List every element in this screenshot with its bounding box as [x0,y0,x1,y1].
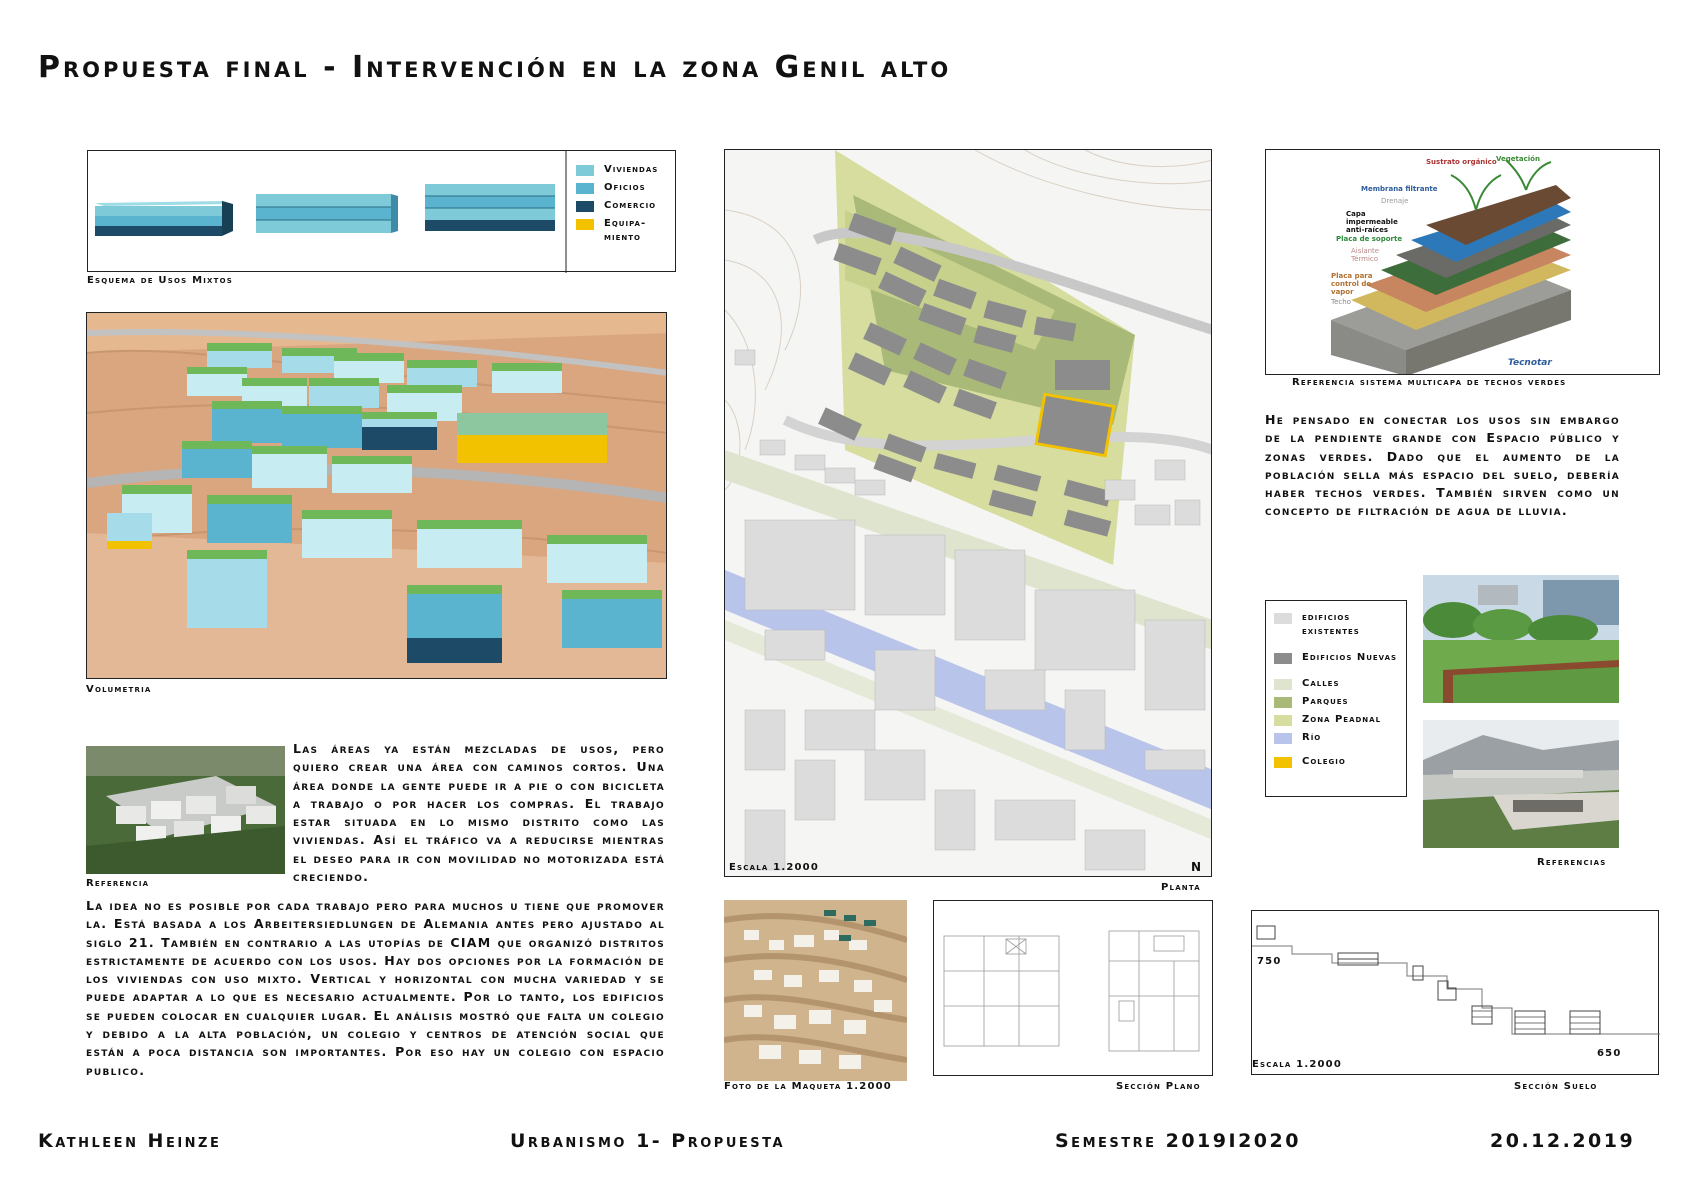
green-roof-label-aislante: Aislante Térmico [1351,247,1380,263]
swatch [1274,679,1292,690]
green-roof-layers [1266,150,1660,375]
seccion-suelo-caption: Sección Suelo [1514,1081,1598,1092]
section-label-650: 650 [1597,1048,1622,1059]
colegio-building [1036,394,1114,455]
mixed-use-block-1 [95,201,233,236]
swatch [1274,653,1292,664]
legend-zona-peadnal: Zona Peadnal [1274,713,1400,727]
green-roof-label-placa: Placa de soporte [1336,235,1403,243]
legend-edificios-nuevas: Edificios Nuevas [1274,651,1400,665]
seccion-plano [933,900,1213,1076]
site-plan-image [725,150,1212,877]
maqueta-photo [724,900,907,1081]
swatch [576,201,594,212]
north-arrow-icon: N [1191,860,1202,874]
main-paragraph: La idea no es posible por cada trabajo pero para muchos u tiene que promover la. Está basada a los Arbeitersiedlungen de Alemania antes pero ajustado al siglo 21. También en contrario a las utopías de CIAM que organizó distritos estrictamente de acuerdo con los usos. Hay dos opciones por la formación de los viviendas con uso mixto. Vertical y horizontal con mucha variedad y se puede adaptar a lo que es necesario actualmente. Por lo tanto, los edificios se pueden colocar en cualquier lugar. El análisis mostró que falta un colegio y debido a la alta población, un colegio y centros de atención social que están a poca distancia son importantes. Por eso hay un colegio con espacio publico. [86,898,665,1078]
mixed-use-caption: Esquema de Usos Mixtos [87,275,233,286]
legend-colegio: Colegio [1274,755,1400,769]
reference-image-1 [1423,575,1619,703]
section-scale: Escala 1.2000 [1252,1059,1342,1070]
referencia-image [86,746,285,874]
green-roof-label-capa: Capa impermeable anti-raíces [1346,210,1398,234]
legend-rio: Río [1274,731,1400,745]
reference-photo-1 [1423,575,1619,703]
mixed-use-block-3 [425,184,555,231]
reference-photo-2 [1423,720,1619,848]
swatch [1274,697,1292,708]
maqueta-caption: Foto de la Maqueta 1.2000 [724,1081,892,1092]
referencias-caption: Referencias [1537,857,1607,868]
referencia-caption: Referencia [86,878,150,889]
volumetria-render [86,312,667,679]
mixed-use-schema [87,150,676,272]
green-roof-label-sustrato: Sustrato orgánico [1426,158,1497,166]
tecnotar-logo: Tecnotar [1508,358,1552,368]
green-roof-label-membrana: Membrana filtrante [1361,185,1438,193]
green-roof-label-vapor: Placa para control de vapor [1331,272,1373,296]
green-roof-diagram [1265,149,1660,375]
site-plan [724,149,1212,877]
right-paragraph: He pensado en conectar los usos sin embargo de la pendiente grande con Espacio público y zonas verdes. Dado que el aumento de la población sella más espacio del suelo, debería haber techos verdes. También sirven como un concepto de filtración de agua de lluvia. [1265,412,1620,519]
footer-course: Urbanismo 1- Propuesta [510,1130,786,1152]
swatch [1274,757,1292,768]
swatch [576,183,594,194]
swatch [1274,715,1292,726]
swatch [1274,613,1292,624]
legend-equipamiento: Equipa- miento [576,217,676,245]
mixed-use-legend [576,163,676,249]
green-roof-caption: Referencia sistema multicapa de techos verdes [1292,377,1567,388]
seccion-plano-drawing [934,901,1214,1077]
section-label-750: 750 [1257,956,1282,967]
footer-semester: Semestre 2019I2020 [1055,1130,1301,1152]
mixed-use-block-2 [256,194,398,233]
plan-caption: Planta [1161,882,1201,893]
legend-edificios-existentes: edificios existentes [1274,611,1400,639]
legend-parques: Parques [1274,695,1400,709]
reference-image-2 [1423,720,1619,848]
seccion-plano-caption: Sección Plano [1116,1081,1201,1092]
green-roof-label-vegetacion: Vegetación [1496,155,1540,163]
footer-date: 20.12.2019 [1490,1130,1636,1152]
seccion-suelo [1251,910,1659,1075]
legend-oficios: Oficios [576,181,676,195]
legend-calles: Calles [1274,677,1400,691]
swatch [576,219,594,230]
volumetria-image [87,313,667,679]
side-paragraph: Las áreas ya están mezcladas de usos, pero quiero crear una área con caminos cortos. Una área donde la gente puede ir a pie o con bicicleta a trabajo o por hacer los compras. El trabajo estar situada en lo mismo distrito como las viviendas. Así el tráfico va a reducirse mientras el deseo para ir con movilidad no motorizada está creciendo. [293,741,665,885]
swatch [576,165,594,176]
legend-comercio: Comercio [576,199,676,213]
green-roof-label-drenaje: Drenaje [1381,197,1409,205]
referencia-photo [86,746,285,874]
footer-author: Kathleen Heinze [38,1130,222,1152]
swatch [1274,733,1292,744]
maqueta-image [724,900,907,1081]
plan-legend [1265,600,1407,797]
legend-viviendas: Viviendas [576,163,676,177]
plan-scale: Escala 1.2000 [729,862,819,873]
green-roof-label-techo: Techo [1331,298,1351,306]
volumetria-caption: Volumetria [86,684,152,695]
page-title: Propuesta final - Intervención en la zona Genil alto [38,50,952,85]
